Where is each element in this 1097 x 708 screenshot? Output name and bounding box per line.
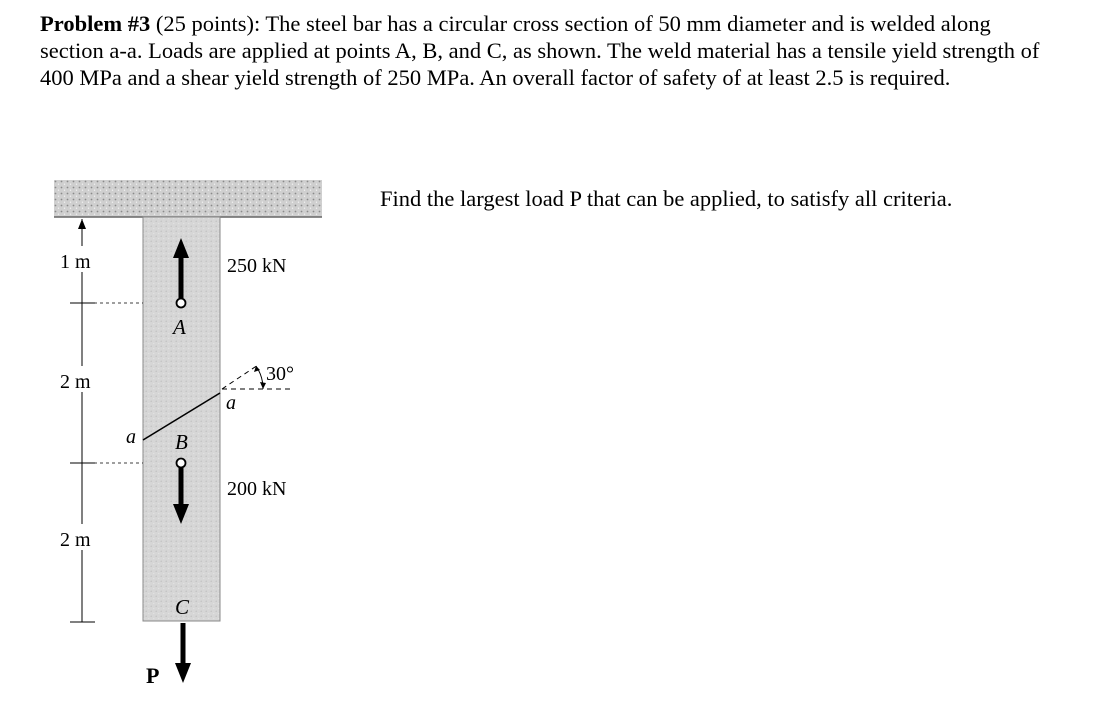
force-A-label: 250 kN [227,255,287,277]
angle-line [222,365,258,389]
problem-points: (25 points): [155,11,261,36]
ceiling-support [54,180,322,217]
problem-body: The steel bar has a circular cross section of 50 mm diameter and is welded along section a-a. Loads are applied at points A, B, and C, as shown. The weld material has a tensile yield strength of 400 MPa and a shear yield strength of 250 MPa. An overall factor of safety of at least 2.5 is required. [40,11,1040,90]
point-B-label: B [175,430,188,454]
angle-label: 30° [266,363,294,385]
point-C-label: C [175,595,190,619]
section-label-left: a [126,426,136,448]
force-B-label: 200 kN [227,478,287,500]
dimension-arrow-top [78,219,86,229]
point-B-marker [177,459,186,468]
point-A-marker [177,299,186,308]
load-P-label: P [146,663,160,688]
force-C-arrowhead [175,663,191,683]
problem-heading: Problem #3 [40,11,151,36]
dimension-label-2: 2 m [60,371,91,393]
dimension-label-3: 2 m [60,529,91,551]
question-text: Find the largest load P that can be applied, to satisfy all criteria. [380,186,953,211]
section-label-right: a [226,392,236,414]
dimension-label-1: 1 m [60,251,91,273]
point-A-label: A [173,315,186,339]
